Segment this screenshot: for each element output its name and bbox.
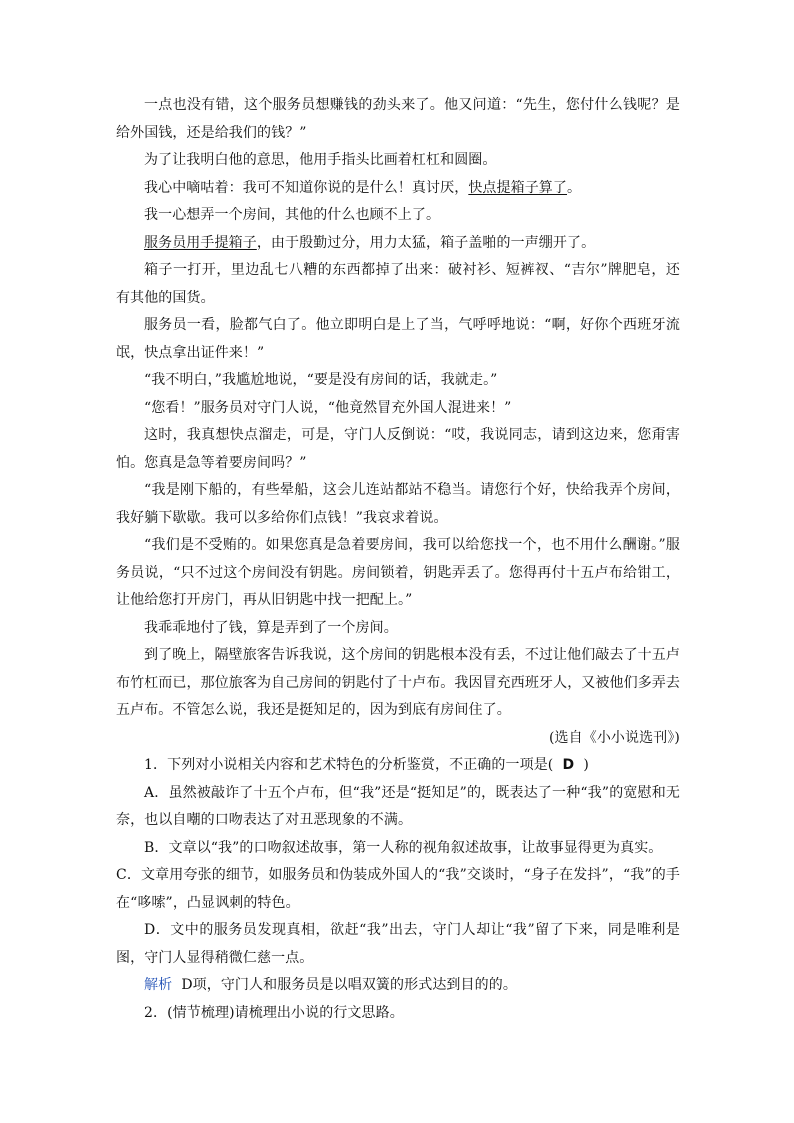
story-paragraph: “您看！”服务员对守门人说，“他竟然冒充外国人混进来！” xyxy=(144,399,512,416)
analysis-text: D项，守门人和服务员是以唱双簧的形式达到目的的。 xyxy=(181,977,517,993)
story-paragraph: 我一心想弄一个房间，其他的什么也顾不上了。 xyxy=(144,207,441,223)
question-1 xyxy=(116,752,680,780)
question-2: 2．(情节梳理)请梳理出小说的行文思路。 xyxy=(144,1004,404,1021)
question-stem: 1．下列对小说相关内容和艺术特色的分析鉴赏，不正确的一项是( xyxy=(144,757,554,773)
story-paragraph xyxy=(116,175,680,203)
underlined-phrase: 快点提箱子算了 xyxy=(468,179,568,196)
question-close: ) xyxy=(583,757,589,773)
option-d: D．文中的服务员发现真相，欲赶“我”出去，守门人却让“我”留了下来，同是唯利是图，守门人显得稍微仁慈一点。 xyxy=(116,922,680,966)
story-paragraph: 箱子一打开，里边乱七八糟的东西都掉了出来：破衬衫、短裤衩、“吉尔”牌肥皂，还有其他的国货。 xyxy=(116,262,680,306)
option-b: B．文章以“我”的口吻叙述故事，第一人称的视角叙述故事，让故事显得更为真实。 xyxy=(144,839,663,856)
answer-letter: D xyxy=(562,757,575,773)
text-span: 。 xyxy=(567,179,582,196)
analysis-label: 解析 xyxy=(144,977,173,993)
story-paragraph xyxy=(116,230,680,258)
document-page xyxy=(116,92,680,1027)
story-paragraph: “我是刚下船的，有些晕船，这会儿连站都站不稳当。请您行个好，快给我弄个房间，我好躺下歇歇。我可以多给你们点钱！”我哀求着说。 xyxy=(116,482,680,526)
underlined-phrase: 服务员用手提箱子 xyxy=(144,234,257,251)
option-c: C．文章用夸张的细节，如服务员和伪装成外国人的“我”交谈时，“身子在发抖”，“我”的手在“哆嗦”，凸显讽刺的特色。 xyxy=(116,867,680,911)
story-paragraph: 服务员一看，脸都气白了。他立即明白是上了当，气呼呼地说：“啊，好你个西班牙流氓，快点拿出证件来！” xyxy=(116,317,680,361)
source-citation: (选自《小小说选刊》) xyxy=(548,729,680,746)
story-paragraph: 一点也没有错，这个服务员想赚钱的劲头来了。他又问道：“先生，您付什么钱呢？是给外国钱，还是给我们的钱？” xyxy=(116,97,680,141)
story-paragraph: 我乖乖地付了钱，算是弄到了一个房间。 xyxy=(144,619,398,636)
story-paragraph: 为了让我明白他的意思，他用手指头比画着杠杠和圆圈。 xyxy=(144,152,497,168)
text-span: 我心中嘀咕着：我可不知道你说的是什么！真讨厌， xyxy=(144,179,469,196)
story-paragraph: “我不明白，”我尴尬地说，“要是没有房间的话，我就走。” xyxy=(144,372,498,388)
story-paragraph: 到了晚上，隔壁旅客告诉我说，这个房间的钥匙根本没有丢，不过让他们敲去了十五卢布竹杠而已，那位旅客为自己房间的钥匙付了十卢布。我因冒充西班牙人，又被他们多弄去五卢布。不管怎么说，我还是挺知足的，因为到底有房间住了。 xyxy=(116,647,680,718)
story-paragraph: “我们是不受贿的。如果您真是急着要房间，我可以给您找一个，也不用什么酬谢。”服务员说，“只不过这个房间没有钥匙。房间锁着，钥匙弄丢了。您得再付十五卢布给钳工，让他给您打开房门，再从旧钥匙中找一把配上。” xyxy=(116,537,680,608)
story-paragraph: 这时，我真想快点溜走，可是，守门人反倒说：“哎，我说同志，请到这边来，您甭害怕。您真是急等着要房间吗？” xyxy=(116,427,680,471)
text-span: ，由于殷勤过分，用力太猛，箱子盖啪的一声绷开了。 xyxy=(256,234,596,251)
option-a: A．虽然被敲诈了十五个卢布，但“我”还是“挺知足”的，既表达了一种“我”的宽慰和无奈，也以自嘲的口吻表达了对丑恶现象的不满。 xyxy=(116,784,680,828)
analysis xyxy=(116,972,680,1000)
